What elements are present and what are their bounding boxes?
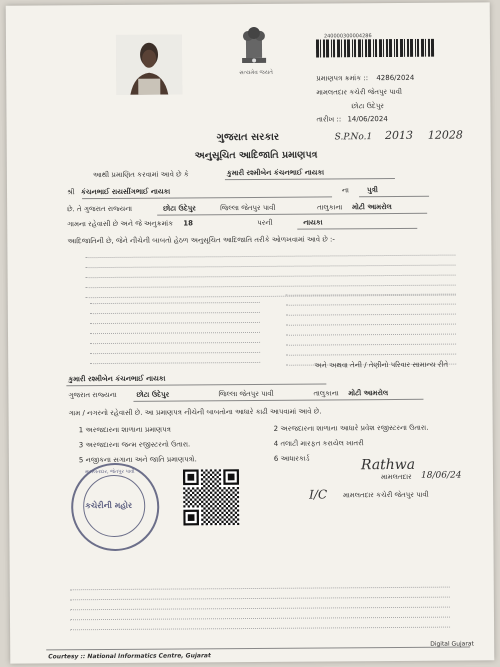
father-prefix: શ્રી — [66, 188, 75, 197]
family-line: અને અથવા તેની / તેણીનો પરિવાર સામાન્ય રીતે — [314, 360, 449, 370]
barcode-number: 240000300004286 — [323, 33, 372, 40]
district: છોટા ઉદેપુર — [163, 204, 196, 213]
footer-brand: Digital Gujarat — [430, 640, 474, 648]
serial-mid: પરની — [257, 218, 273, 227]
state2-prefix: ગુજરાત રાજ્યના — [68, 390, 117, 400]
taluka-2: જિલ્લા જેતપુર પાવી — [218, 389, 274, 399]
father-name: કંચનભાઈ રાયસીંગભાઈ નાયકા — [80, 187, 171, 197]
signature-date: 18/06/24 — [420, 470, 462, 481]
village-label: તાલુકાના — [317, 203, 343, 212]
residence-line: ગામ / નગરનો રહેવાસી છે. આ પ્રમાણપત્ર નીચેની બાબતોના આધારે કાઢી આપવામાં આવે છે. — [68, 407, 322, 418]
issue-date: 14/06/2024 — [347, 115, 388, 124]
basis-item-2: 2 અરજદારના શાળાના આધારે પ્રવેશ રજીસ્ટરના ઉતારા. — [273, 423, 429, 433]
basis-item-3: 3 અરજદારના જન્મ રજીસ્ટરનો ઉતારા. — [78, 440, 191, 450]
in-charge-mark: I/C — [309, 487, 328, 502]
basis-item-5: 5 નજીકના સગાના અને જાતિ પ્રમાણપત્રો. — [78, 455, 197, 465]
emblem-caption: સત્યમેવ જયતે — [239, 69, 273, 77]
office-seal-stamp — [71, 463, 160, 552]
village: મોટી આમરોલ — [352, 203, 392, 212]
village2-label: તાલુકાના — [313, 389, 339, 398]
relation: પુત્રી — [366, 186, 378, 195]
qr-code — [183, 469, 239, 525]
applicant-name: કુમારી રશ્મીબેન કંચનભાઈ નાયકા — [226, 168, 325, 178]
signature-designation: મામલતદાર — [380, 472, 412, 482]
basis-item-1: 1 અરજદારના શાળાના પ્રમાણપત્ર — [78, 425, 172, 435]
document-title: અનુસૂચિત આદિજાતિ પ્રમાણપત્ર — [194, 149, 318, 162]
government-title: ગુજરાત સરકાર — [216, 131, 280, 144]
amendment-list-right — [286, 286, 457, 367]
handwritten-reference: S.P.No.1 2013 12028 — [334, 128, 463, 143]
amendment-list-left — [90, 294, 260, 365]
community: નાયકા — [303, 218, 323, 227]
signature: Rathwa — [360, 456, 416, 474]
footnote-fine-print — [70, 579, 450, 632]
notified-line: આદિજાતિની છે, જેને નીચેની બાબતો હેઠળ અનુસૂચિત આદિજાતિ તરીકે ઓળખવામાં આવે છે :- — [67, 235, 335, 246]
stamp-ring-text: મામલતદાર, જેતપુર પાવી — [84, 468, 135, 476]
certificate-no: 4286/2024 — [376, 73, 415, 83]
office-line-1: મામલતદાર કચેરી જેતપુર પાવી — [316, 87, 403, 97]
office-line-2: છોટા ઉદેપુર — [351, 102, 384, 111]
certify-prefix: આથી પ્રમાણિત કરવામાં આવે છે કે — [92, 170, 189, 180]
serial-prefix: ગામના રહેવાસી છે અને જે અનુક્રમાંક — [67, 219, 174, 229]
basis-item-6: 6 આધારકાર્ડ — [273, 454, 310, 463]
footer-courtesy: Courtesy :: National Informatics Centre, Gujarat — [48, 652, 211, 661]
certificate-sheet — [6, 2, 495, 663]
taluka: જિલ્લા જેતપુર પાવી — [220, 203, 276, 213]
basis-item-4: 4 તલાટી મારફત કરાયેલ ખાતરી — [273, 439, 364, 448]
certificate-no-label: પ્રમાણપત્ર ક્રમાંક :: — [316, 74, 369, 83]
date-label: તારીખ :: — [316, 115, 342, 124]
district-2: છોટા ઉદેપુર — [136, 390, 170, 399]
stamp-center-text: કચેરીની મહોર — [85, 500, 133, 511]
barcode — [316, 39, 436, 58]
applicant-name-repeat: કુમારી રશ્મીબેન કંચનભાઈ નાયકા — [68, 374, 166, 384]
signature-office: મામલતદાર કચેરી જેતપુર પાવી — [343, 490, 429, 500]
applicant-photo — [116, 34, 182, 94]
serial-number: 18 — [183, 219, 194, 228]
village-2: મોટી આમરોલ — [348, 389, 389, 398]
state-emblem-icon — [234, 24, 274, 74]
state-prefix: છે. તે ગુજરાત રાજ્યના — [67, 204, 133, 214]
relation-label: ના — [341, 186, 349, 195]
